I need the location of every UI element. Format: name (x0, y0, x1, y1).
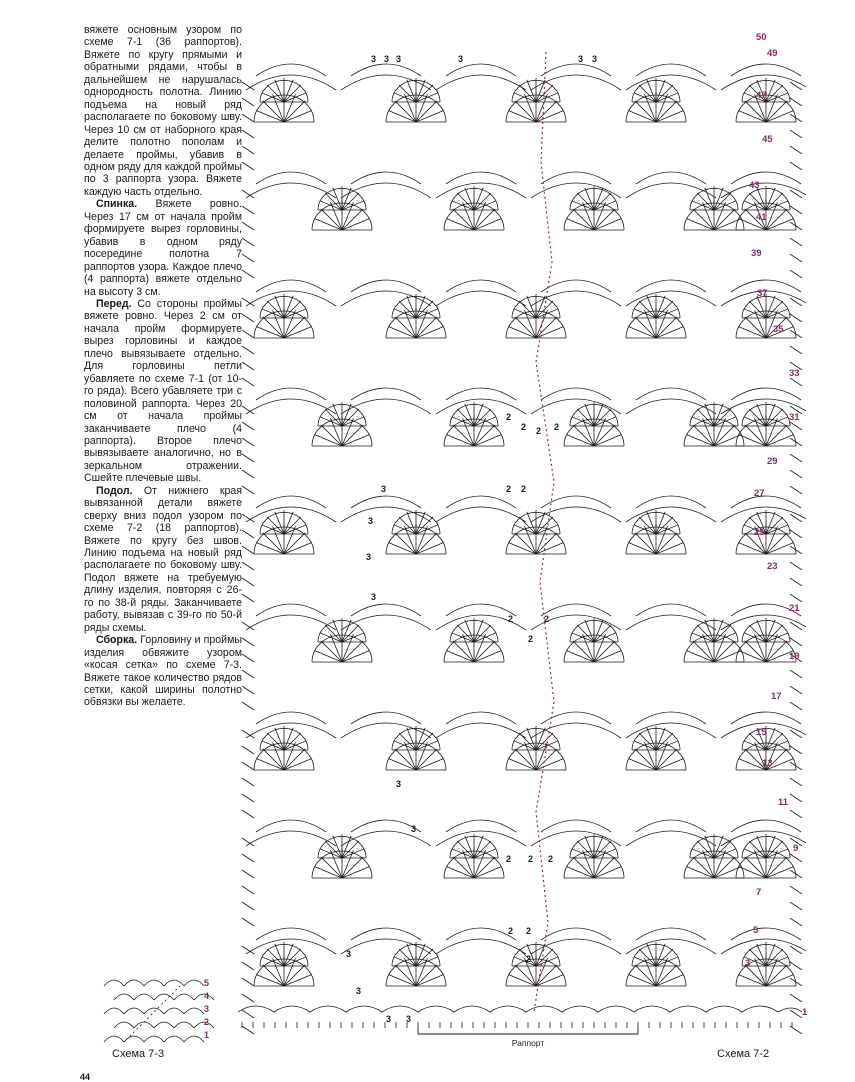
stitch-count-label: 3 (371, 54, 377, 64)
front-paragraph (84, 298, 242, 485)
front-text: Со стороны проймы вяжете ровно. Через 2 см от начала пройм формируете вырез горловины и каждое плечо вывязываете отдельно. Для горловины петли убавляете по схеме 7-1 (от 10-го ряда). Всего убавляете три с половиной раппорта. Через 20 см от начала проймы заканчиваете плечо (4 раппорта). Второе плечо вывязываете аналогично, но в зеркальном отражении. Сшейте плечевые швы. (84, 297, 243, 485)
small-row-number-1: 1 (204, 1030, 210, 1040)
repeat-label: Раппорт (511, 1038, 545, 1048)
stitch-count-label: 3 (368, 516, 374, 526)
row-number-25: 25 (754, 527, 765, 538)
repeat-bracket (418, 1028, 638, 1034)
row-number-45: 45 (762, 134, 773, 145)
intro-paragraph: вяжете основным узором по схеме 7-1 (36 раппортов). Вяжете по кругу прямыми и обратными рядами, чтобы в дальнейшем не нарушалась однородность полотна. Линию подъема на новый ряд располагаете по боковому шву. Через 10 см от наборного края делите полотно пополам и делаете проймы, убавив в одном ряду для каждой проймы по 3 раппорта узора. Вяжете каждую часть отдельно. (84, 24, 242, 198)
stitch-count-label: 2 (554, 422, 560, 432)
stitch-count-label: 2 (548, 854, 554, 864)
row-number-17: 17 (771, 691, 782, 702)
stitch-count-label: 3 (371, 592, 377, 602)
stitch-count-label: 2 (526, 954, 532, 964)
row-number-7: 7 (756, 887, 762, 898)
stitch-count-label: 2 (508, 926, 514, 936)
row-number-11: 11 (778, 797, 789, 808)
stitch-count-label: 2 (506, 484, 512, 494)
row-number-23: 23 (767, 561, 778, 572)
caption-7-2: Схема 7-2 (717, 1048, 770, 1060)
row-number-37: 37 (757, 288, 768, 299)
stitch-count-label: 3 (384, 54, 390, 64)
stitch-count-label: 3 (396, 779, 402, 789)
stitch-count-label: 2 (521, 422, 527, 432)
stitch-count-label: 2 (506, 854, 512, 864)
row-number-49: 49 (767, 48, 778, 59)
row-number-19: 19 (789, 651, 800, 662)
row-number-29: 29 (767, 456, 778, 467)
row-number-5: 5 (753, 925, 759, 936)
stitch-count-label: 2 (506, 412, 512, 422)
stitch-count-label: 3 (396, 54, 402, 64)
row-number-21: 21 (789, 603, 800, 614)
assembly-text: Горловину и проймы изделия обвяжите узором «косая сетка» по схеме 7-3. Вяжете такое количество рядов сетки, какой ширины полотно обвязки вы желаете. (84, 634, 242, 709)
stitch-count-label: 2 (508, 614, 514, 624)
stitch-count-label: 3 (592, 54, 598, 64)
stitch-count-label: 3 (381, 484, 387, 494)
page-number: 44 (80, 1072, 91, 1082)
stitch-count-label: 3 (458, 54, 464, 64)
stitch-count-label: 2 (528, 634, 534, 644)
back-text: Вяжете ровно. Через 17 см от начала пройм формируете вырез горловины, убавив в одном ряду посередине полотна 7 раппортов узора. Каждое плечо (4 раппорта) вяжете отдельно на высоту 3 см. (84, 198, 242, 298)
row-number-13: 13 (762, 758, 773, 769)
assembly-paragraph (84, 634, 242, 709)
stitch-count-label: 3 (356, 986, 362, 996)
stitch-count-label: 3 (411, 824, 417, 834)
hem-text: От нижнего края вывязанной детали вяжете сверху вниз подол узором по схеме 7-2 (18 раппортов). Вяжете по кругу без швов. Линию подъема на новый ряд располагаете по боковому шву. Подол вяжете на требуемую длину изделия, повторяя с 26-го по 38-й ряды. Заканчиваете работу, вывязав с 39-го по 50-й ряды схемы. (84, 484, 242, 634)
stitch-count-label: 2 (521, 484, 527, 494)
stitch-count-label: 3 (386, 1014, 392, 1024)
crochet-diagram-7-2 (236, 22, 806, 1052)
small-row-number-5: 5 (204, 978, 210, 988)
row-number-3: 3 (745, 958, 751, 969)
small-row-number-3: 3 (204, 1004, 210, 1014)
small-row-number-4: 4 (204, 991, 210, 1001)
hem-title: Подол. (96, 484, 133, 497)
row-number-39: 39 (751, 248, 762, 259)
assembly-title: Сборка. (96, 634, 138, 647)
back-paragraph (84, 198, 242, 298)
hem-paragraph (84, 485, 242, 634)
stitch-count-label: 2 (528, 854, 534, 864)
back-title: Спинка. (96, 198, 138, 211)
row-number-41: 41 (756, 212, 767, 223)
row-number-15: 15 (756, 727, 767, 738)
small-diagram-artwork (104, 980, 214, 1042)
front-title: Перед. (96, 297, 132, 310)
stitch-count-label: 3 (366, 552, 372, 562)
diagram-artwork (238, 52, 806, 1034)
row-number-35: 35 (773, 324, 784, 335)
stitch-count-label: 2 (544, 614, 550, 624)
row-number-47: 47 (756, 90, 767, 101)
row-number-31: 31 (789, 412, 800, 423)
row-number-9: 9 (793, 843, 799, 854)
row-number-1: 1 (802, 1007, 808, 1018)
stitch-count-label: 2 (526, 926, 532, 936)
row-number-43: 43 (749, 180, 760, 191)
diagram-stitch-labels (346, 54, 597, 1024)
instructions-text (84, 24, 242, 709)
row-number-27: 27 (754, 488, 765, 499)
stitch-count-label: 3 (578, 54, 584, 64)
stitch-count-label: 3 (406, 1014, 412, 1024)
stitch-count-label: 3 (346, 949, 352, 959)
row-number-50: 50 (756, 32, 767, 43)
caption-7-3: Схема 7-3 (112, 1048, 165, 1060)
stitch-count-label: 2 (536, 426, 542, 436)
small-row-number-2: 2 (204, 1017, 210, 1027)
row-number-33: 33 (789, 368, 800, 379)
